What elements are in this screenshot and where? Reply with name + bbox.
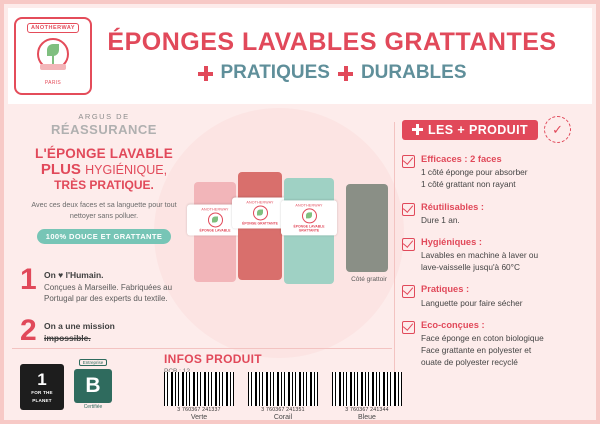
certification-badges xyxy=(20,351,112,410)
sponge-label-brand: ANOTHERWAY xyxy=(246,200,274,205)
point-number: 1 xyxy=(20,263,37,296)
point-title-post: l'Humain. xyxy=(63,270,104,280)
point-title-pre: On xyxy=(44,270,59,280)
benefit-body xyxy=(421,236,538,274)
benefit-body xyxy=(421,319,544,369)
list-item xyxy=(20,263,195,305)
benefit-title: Hygiéniques : xyxy=(421,236,482,247)
sponge-label-text: ÉPONGE GRATTANTE xyxy=(242,221,278,226)
reassurance-eyebrow: ARGUS DE xyxy=(78,112,130,121)
benefit-title: Efficaces : 2 faces xyxy=(421,154,502,164)
sponge-label-text: ÉPONGE LAVABLE xyxy=(199,228,231,233)
one-percent-number: 1 xyxy=(37,369,47,389)
benefit-item xyxy=(402,236,594,274)
plant-leaf-icon xyxy=(253,205,268,220)
benefit-body xyxy=(421,201,484,226)
sponge-coral xyxy=(238,172,282,280)
subtitle-word-1: PRATIQUES xyxy=(220,62,330,83)
benefit-line: 1 côté grattant non rayant xyxy=(421,179,516,190)
benefit-title: Pratiques : xyxy=(421,284,470,295)
benefit-line: Face éponge en coton biologique xyxy=(421,333,544,344)
sponge-label-text: ÉPONGE LAVABLE GRATTANTE xyxy=(293,224,325,233)
sponge-label-brand: ANOTHERWAY xyxy=(295,203,323,208)
reassurance-badge: 100% DOUCE ET GRATTANTE xyxy=(37,229,171,244)
benefit-line: Languette pour faire sécher xyxy=(421,297,523,308)
header-text xyxy=(92,28,592,84)
benefits-title xyxy=(402,120,538,140)
reassurance-line-2-strong: PLUS xyxy=(40,161,81,178)
barcode-variant-name: Verte xyxy=(190,414,208,421)
brand-name-bottom: PARIS xyxy=(44,80,62,86)
page-title: ÉPONGES LAVABLES GRATTANTES xyxy=(107,28,557,56)
barcode-image xyxy=(164,372,234,406)
heart-icon: ♥ xyxy=(58,270,64,280)
barcode-list xyxy=(164,372,402,421)
one-percent-line-2: PLANET xyxy=(32,397,52,403)
barcode-image xyxy=(332,372,402,406)
barcode-item xyxy=(332,372,402,421)
check-seal-icon: ✓ xyxy=(544,116,571,143)
reassurance-block xyxy=(20,112,188,244)
reassurance-line-2-rest: HYGIÉNIQUE, xyxy=(85,163,168,177)
sponge-green xyxy=(284,178,334,284)
product-info-title: INFOS PRODUIT xyxy=(164,352,262,366)
product-images xyxy=(194,164,394,289)
check-icon xyxy=(402,155,415,168)
check-icon xyxy=(402,321,415,334)
brand-name-top: ANOTHERWAY xyxy=(27,23,79,33)
sponge-label xyxy=(232,197,288,228)
benefit-title: Eco-conçues : xyxy=(421,319,485,330)
check-icon xyxy=(402,238,415,251)
divider-vertical xyxy=(394,122,395,384)
barcode-variant-name: Bleue xyxy=(358,414,376,421)
barcode-item xyxy=(164,372,234,421)
one-percent-for-the-planet-badge xyxy=(20,364,64,410)
product-benefits-panel xyxy=(402,116,594,368)
sponge-label xyxy=(281,201,337,236)
sponge-label-brand: ANOTHERWAY xyxy=(201,207,229,212)
sponge-pink xyxy=(194,182,236,282)
bcorp-badge xyxy=(74,351,112,410)
point-title: On a une mission xyxy=(44,320,115,331)
list-item xyxy=(20,313,195,347)
check-icon xyxy=(402,203,415,216)
reassurance-line-1: L'ÉPONGE LAVABLE xyxy=(35,146,173,161)
point-text xyxy=(44,317,115,345)
barcode-number: 3 760367 241351 xyxy=(261,407,305,413)
subtitle-word-2: DURABLES xyxy=(360,62,467,83)
reassurance-line-2 xyxy=(20,161,188,178)
plant-leaf-icon xyxy=(208,212,223,227)
benefit-body xyxy=(421,153,528,191)
brand-points-list xyxy=(20,263,195,357)
point-body: Conçues à Marseille. Fabriquées au Portugal par des experts du textile. xyxy=(44,282,173,304)
benefit-item xyxy=(402,201,594,226)
plant-leaf-icon xyxy=(31,36,75,80)
benefit-body xyxy=(421,283,522,308)
benefit-line: 1 côté éponge pour absorber xyxy=(421,167,528,178)
barcode-number: 3 760367 241344 xyxy=(345,407,389,413)
benefit-item xyxy=(402,319,594,369)
benefit-line: Dure 1 an. xyxy=(421,214,460,225)
benefit-item xyxy=(402,153,594,191)
plus-icon xyxy=(338,66,353,81)
reassurance-description: Avec ces deux faces et sa languette pour tout nettoyer sans polluer. xyxy=(31,200,177,220)
bcorp-letter: B xyxy=(74,369,112,403)
point-title-strike: impossible. xyxy=(44,333,91,344)
one-percent-line-1: FOR THE xyxy=(31,389,53,395)
plant-leaf-icon xyxy=(302,209,317,224)
benefit-line: ouate de polyester recyclé xyxy=(421,357,518,368)
plus-icon xyxy=(198,66,213,81)
reassurance-eyebrow-big: RÉASSURANCE xyxy=(51,122,157,137)
divider-horizontal xyxy=(12,348,392,349)
barcode-image xyxy=(248,372,318,406)
benefit-line: lave-vaisselle jusqu'à 60°C xyxy=(421,262,520,273)
brand-logo xyxy=(14,17,92,95)
barcode-variant-name: Corail xyxy=(273,414,293,421)
barcode-item xyxy=(248,372,318,421)
bcorp-top-label: Entreprise xyxy=(79,359,108,366)
point-text xyxy=(44,266,195,305)
point-number: 2 xyxy=(20,313,37,347)
benefit-item xyxy=(402,283,594,308)
check-icon xyxy=(402,285,415,298)
plus-icon xyxy=(412,124,423,135)
sponge-caption: Côté grattoir xyxy=(351,276,387,283)
header-subtitle xyxy=(92,62,572,84)
barcode-number: 3 760367 241337 xyxy=(177,407,221,413)
reassurance-line-3: TRÈS PRATIQUE. xyxy=(54,178,154,193)
sponge-scrub-side xyxy=(346,184,388,272)
benefits-header xyxy=(402,116,594,143)
benefit-title: Réutilisables : xyxy=(421,201,485,212)
benefit-line: Face grattante en polyester et xyxy=(421,345,532,356)
benefits-title-text: LES + PRODUIT xyxy=(428,122,529,137)
header-band xyxy=(8,8,592,104)
benefit-line: Lavables en machine à laver ou xyxy=(421,250,539,261)
bcorp-bottom-label: Certifiée xyxy=(83,404,103,410)
